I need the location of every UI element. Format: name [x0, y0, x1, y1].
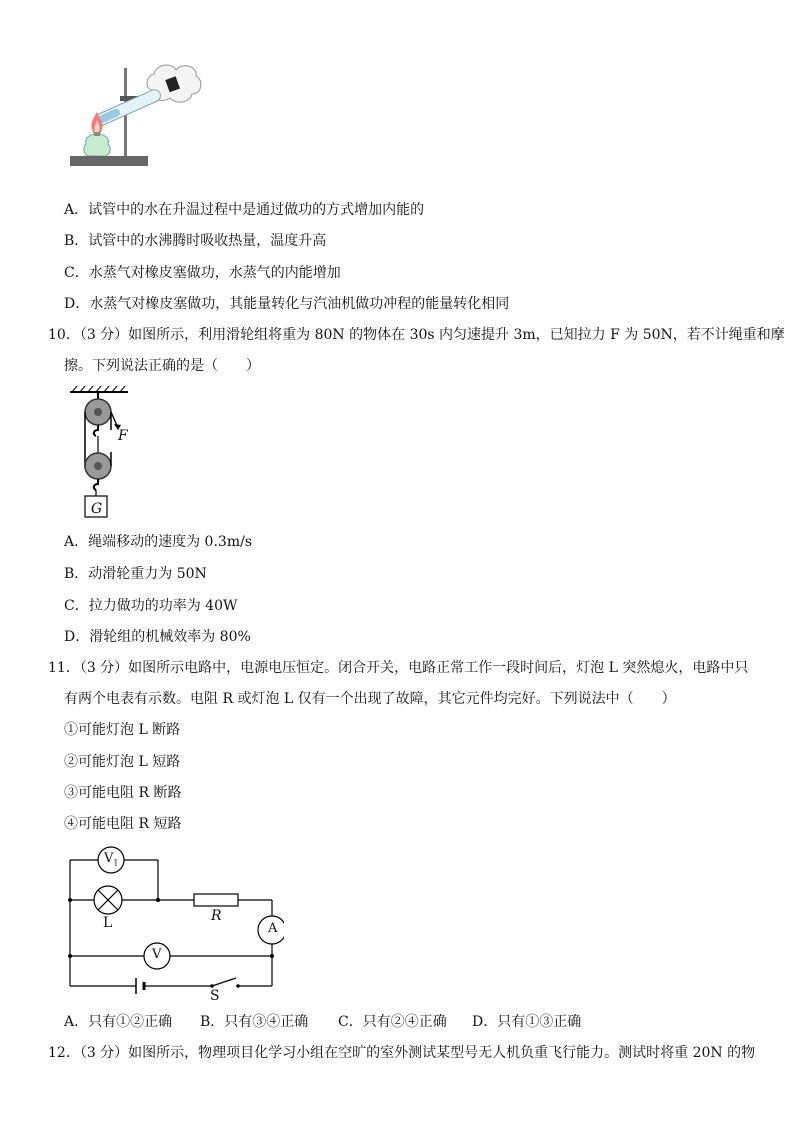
q11-choice-a: A．只有①②正确 [64, 1014, 173, 1030]
q10-option-b: B．动滑轮重力为 50N [64, 566, 207, 582]
q11-stem-line-2: 有两个电表有示数。电阻 R 或灯泡 L 仅有一个出现了故障，其它元件均完好。下列说法中（ ） [64, 691, 676, 707]
q10-force-label: F [118, 428, 128, 444]
q10-figure-pulley-system [66, 386, 146, 520]
q10-option-c: C．拉力做功的功率为 40W [64, 598, 238, 614]
q11-ammeter-label: A [268, 921, 278, 936]
q11-statement-4: ④可能电阻 R 短路 [64, 816, 182, 832]
q10-stem-line-2: 擦。下列说法正确的是（ ） [64, 358, 260, 374]
q11-choice-d: D．只有①③正确 [472, 1014, 582, 1030]
q11-voltmeter-label: V [152, 947, 162, 962]
q10-stem-line-1: 10．（3 分）如图所示，利用滑轮组将重为 80N 的物体在 30s 内匀速提升 3m，已知拉力 F 为 50N，若不计绳重和摩 [48, 327, 785, 343]
q9-option-d: D．水蒸气对橡皮塞做功，其能量转化与汽油机做功冲程的能量转化相同 [64, 296, 510, 312]
q11-statement-2: ②可能灯泡 L 短路 [64, 754, 181, 770]
q11-figure-circuit [64, 842, 284, 1002]
q10-option-d: D．滑轮组的机械效率为 80% [64, 629, 251, 645]
q11-choice-c: C．只有②④正确 [338, 1014, 447, 1030]
q11-choice-b: B．只有③④正确 [200, 1014, 309, 1030]
q10-option-a: A．绳端移动的速度为 0.3m/s [64, 534, 253, 550]
q9-option-a: A．试管中的水在升温过程中是通过做功的方式增加内能的 [64, 202, 425, 218]
q11-lamp-label: L [103, 915, 113, 931]
q11-v1-label: $V_1$ [104, 851, 119, 868]
q11-statement-3: ③可能电阻 R 断路 [64, 785, 182, 801]
q11-stem-line-1: 11．（3 分）如图所示电路中，电源电压恒定。闭合开关，电路正常工作一段时间后，灯泡 L 突然熄火，电路中只 [48, 660, 749, 676]
q11-choices [64, 1013, 581, 1031]
q11-resistor-label: R [211, 908, 222, 924]
q11-statement-1: ①可能灯泡 L 断路 [64, 722, 181, 738]
q11-switch-label: S [210, 988, 220, 1004]
q10-weight-label: G [91, 501, 103, 517]
q9-option-b: B．试管中的水沸腾时吸收热量，温度升高 [64, 233, 327, 249]
q9-option-c: C．水蒸气对橡皮塞做功，水蒸气的内能增加 [64, 265, 341, 281]
q12-stem-line-1: 12．（3 分）如图所示，物理项目化学习小组在空旷的室外测试某型号无人机负重飞行能力。测试时将重 20N 的物 [48, 1045, 756, 1061]
q9-figure-test-tube-heating [64, 62, 204, 174]
